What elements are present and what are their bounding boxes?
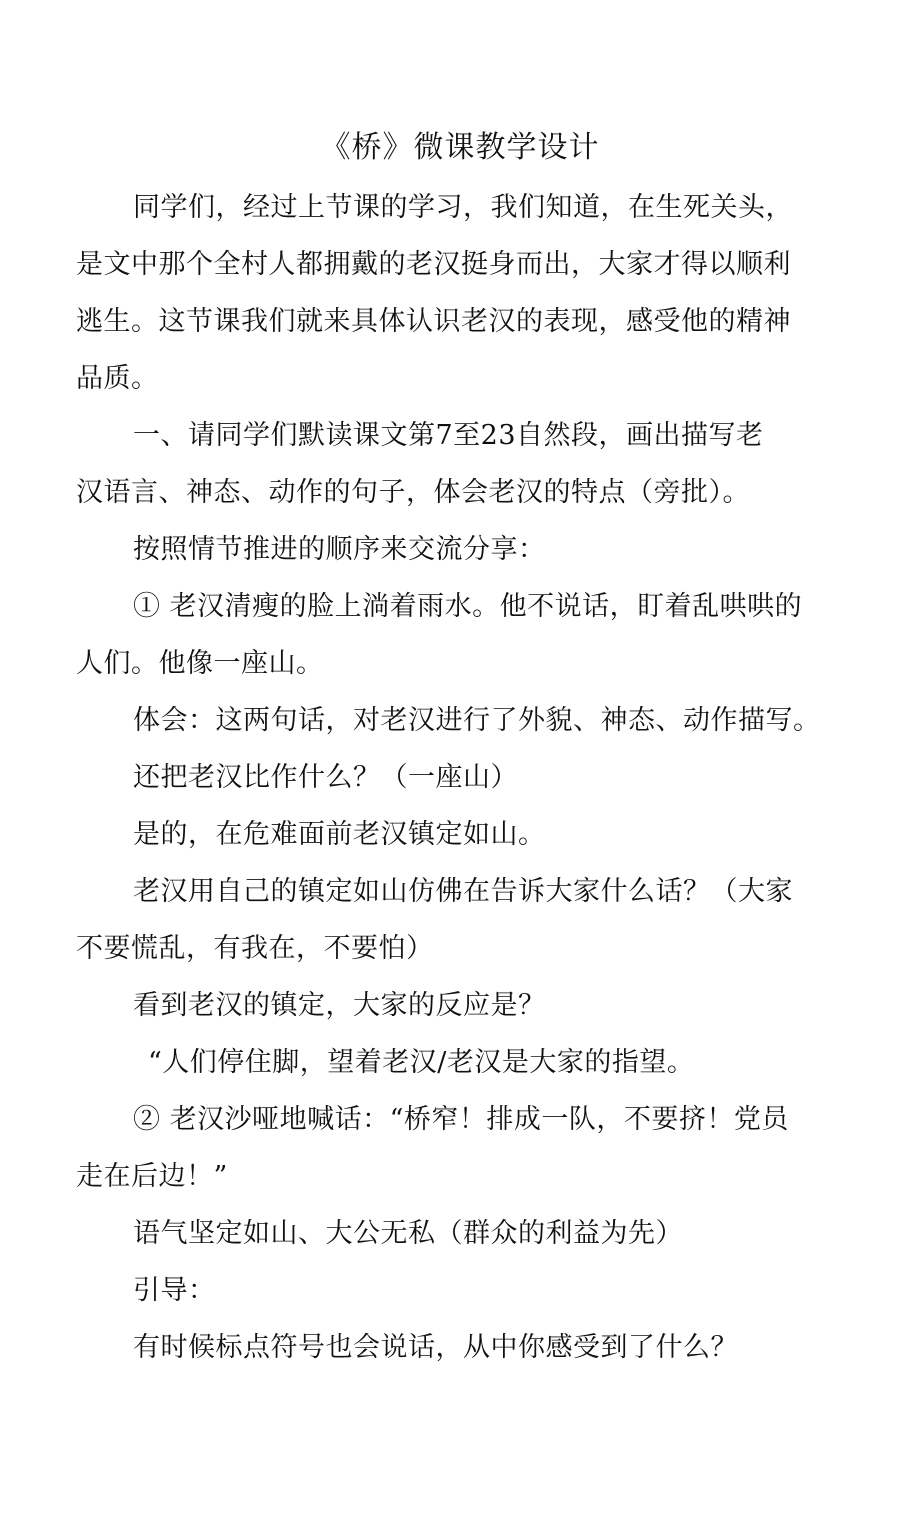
paragraph-line: 还把老汉比作什么？（一座山） <box>133 762 518 793</box>
paragraph-line: 一、请同学们默读课文第7至23自然段，画出描写老 <box>133 420 764 451</box>
paragraph-line: 是的，在危难面前老汉镇定如山。 <box>133 819 546 850</box>
paragraph-line: 语气坚定如山、大公无私（群众的利益为先） <box>133 1218 683 1249</box>
paragraph-line: 汉语言、神态、动作的句子，体会老汉的特点（旁批）。 <box>76 477 750 508</box>
paragraph-line: 不要慌乱，有我在，不要怕） <box>76 933 434 964</box>
paragraph-line: 同学们，经过上节课的学习，我们知道，在生死关头， <box>133 192 793 223</box>
paragraph-line: ② 老汉沙哑地喊话：“桥窄！排成一队，不要挤！党员 <box>133 1104 789 1135</box>
paragraph-line: 走在后边！” <box>76 1161 228 1192</box>
paragraph-line: 引导： <box>133 1275 216 1306</box>
paragraph-line: 老汉用自己的镇定如山仿佛在告诉大家什么话？（大家 <box>133 876 793 907</box>
paragraph-line: 逃生。这节课我们就来具体认识老汉的表现，感受他的精神 <box>76 306 791 337</box>
paragraph-line: 人们。他像一座山。 <box>76 648 324 679</box>
paragraph-line: 品质。 <box>76 363 159 394</box>
paragraph-line: 是文中那个全村人都拥戴的老汉挺身而出，大家才得以顺利 <box>76 249 791 280</box>
paragraph-line: “人们停住脚，望着老汉/老汉是大家的指望。 <box>148 1047 695 1078</box>
paragraph-line: ① 老汉清瘦的脸上淌着雨水。他不说话，盯着乱哄哄的 <box>133 591 803 622</box>
paragraph-line: 按照情节推进的顺序来交流分享： <box>133 534 546 565</box>
paragraph-line: 体会：这两句话，对老汉进行了外貌、神态、动作描写。 <box>133 705 821 736</box>
paragraph-line: 看到老汉的镇定，大家的反应是？ <box>133 990 546 1021</box>
document-title: 《桥》微课教学设计 <box>320 130 600 165</box>
paragraph-line: 有时候标点符号也会说话，从中你感受到了什么？ <box>133 1332 738 1363</box>
